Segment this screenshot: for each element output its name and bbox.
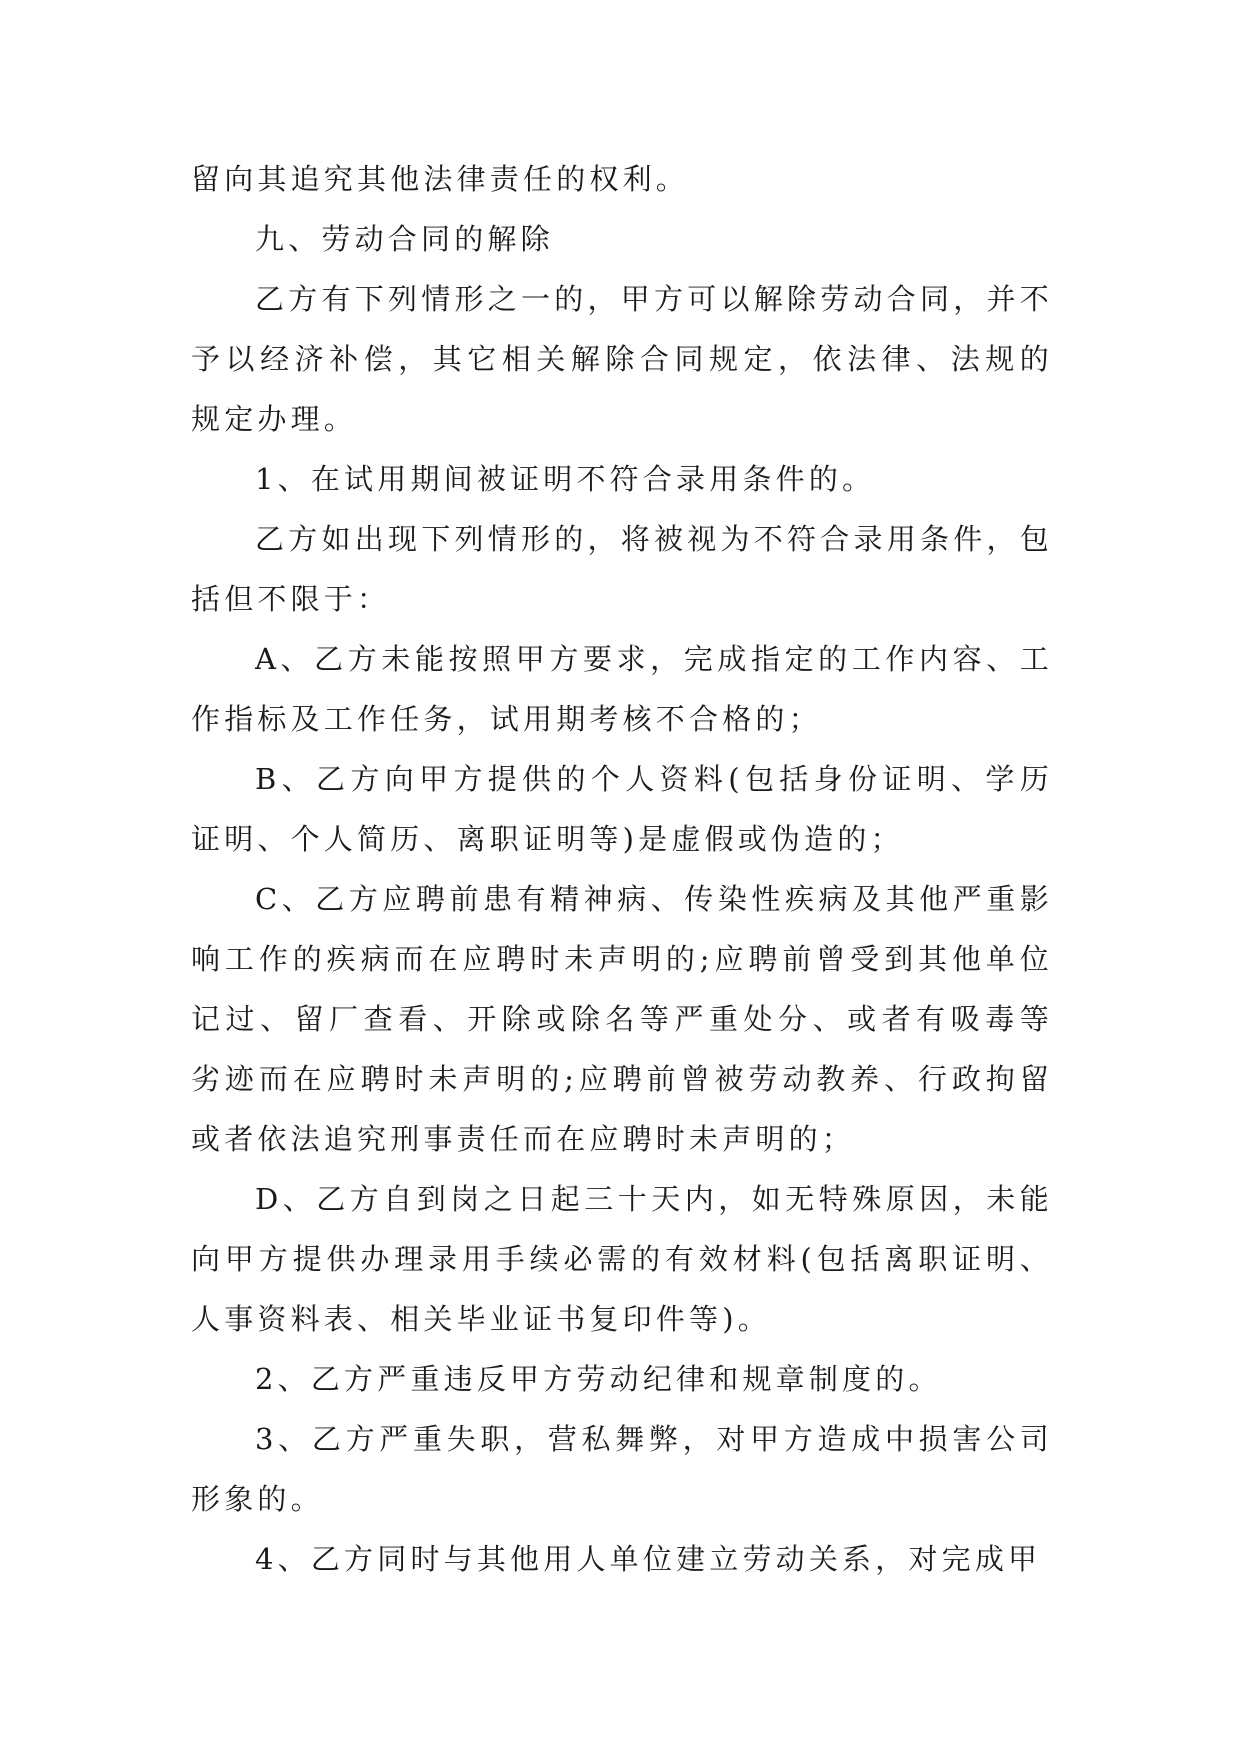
clause-3: 3、乙方严重失职，营私舞弊，对甲方造成中损害公司形象的。 [191,1422,1053,1516]
clause-a: A、乙方未能按照甲方要求，完成指定的工作内容、工作指标及工作任务，试用期考核不合格的； [191,642,1053,736]
paragraph-1: 留向其追究其他法律责任的权利。 [191,162,690,196]
section-heading-termination: 九、劳动合同的解除 [255,222,554,256]
paragraph-5: 乙方如出现下列情形的，将被视为不符合录用条件，包括但不限于： [191,522,1053,616]
clause-4: 4、乙方同时与其他用人单位建立劳动关系，对完成甲 [255,1542,1042,1576]
clause-2: 2、乙方严重违反甲方劳动纪律和规章制度的。 [255,1362,942,1396]
clause-d: D、乙方自到岗之日起三十天内，如无特殊原因，未能向甲方提供办理录用手续必需的有效材料(包括离职证明、人事资料表、相关毕业证书复印件等)。 [191,1182,1053,1336]
clause-1: 1、在试用期间被证明不符合录用条件的。 [255,462,876,496]
clause-b: B、乙方向甲方提供的个人资料(包括身份证明、学历证明、个人简历、离职证明等)是虚假或伪造的； [191,762,1053,856]
paragraph-3: 乙方有下列情形之一的，甲方可以解除劳动合同，并不予以经济补偿，其它相关解除合同规定，依法律、法规的规定办理。 [191,282,1053,436]
document-body [191,149,1053,1589]
clause-c: C、乙方应聘前患有精神病、传染性疾病及其他严重影响工作的疾病而在应聘时未声明的;应聘前曾受到其他单位记过、留厂查看、开除或除名等严重处分、或者有吸毒等劣迹而在应聘时未声明的;应聘前曾被劳动教养、行政拘留或者依法追究刑事责任而在应聘时未声明的； [191,882,1053,1156]
